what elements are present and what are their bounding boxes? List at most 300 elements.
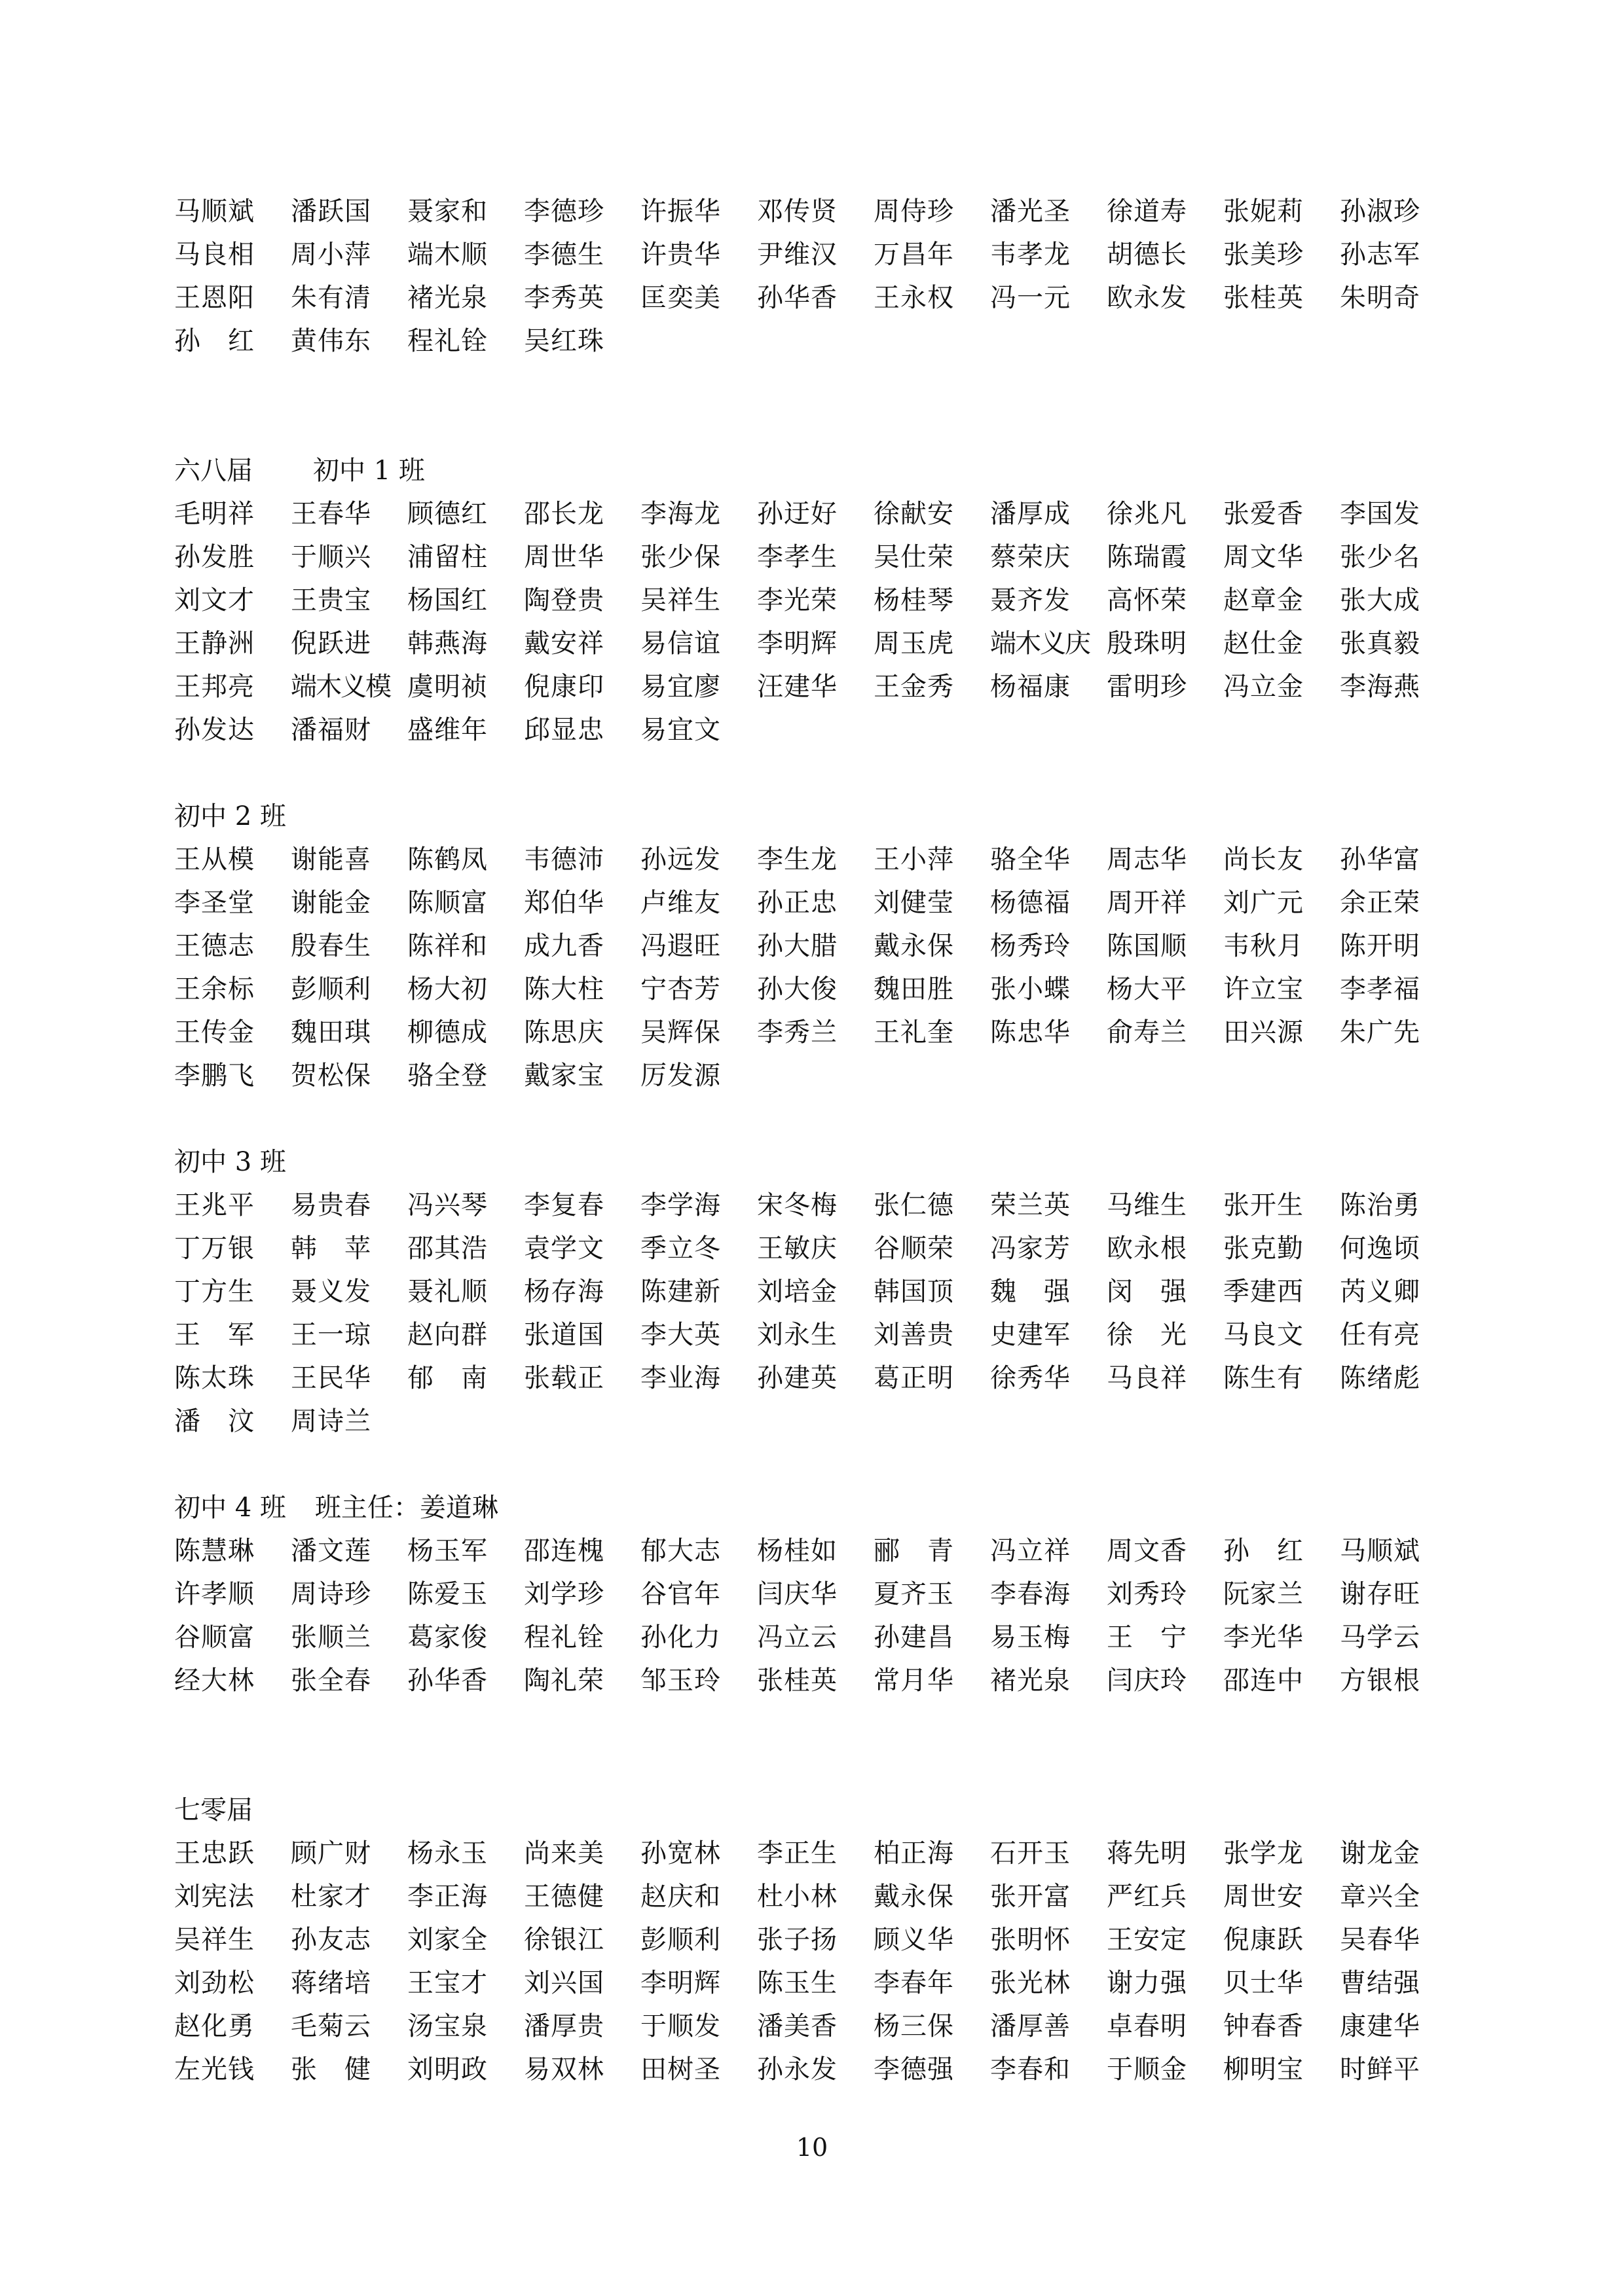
student-name: 高怀荣 xyxy=(1107,585,1187,615)
student-name: 丁方生 xyxy=(174,1277,255,1307)
student-name: 孙志军 xyxy=(1340,240,1420,270)
student-name: 杨国红 xyxy=(407,585,488,615)
name-row xyxy=(174,1832,1471,1875)
student-name: 于顺发 xyxy=(640,2011,721,2041)
student-name: 冯立云 xyxy=(757,1622,838,1652)
page-number: 10 xyxy=(796,2133,828,2162)
student-name: 马良相 xyxy=(174,240,255,270)
student-name: 尹维汉 xyxy=(757,240,838,270)
student-name: 戴安祥 xyxy=(524,629,604,659)
section-class2 xyxy=(174,838,1471,1097)
student-name: 吴辉保 xyxy=(640,1017,721,1048)
student-name: 聂义发 xyxy=(291,1277,371,1307)
student-name: 李正海 xyxy=(407,1882,488,1912)
student-name: 冯家芳 xyxy=(990,1233,1071,1264)
student-name: 王贵宝 xyxy=(291,585,371,615)
student-name: 葛正明 xyxy=(874,1363,954,1393)
student-name: 顾德红 xyxy=(407,499,488,529)
student-name: 康建华 xyxy=(1340,2011,1420,2041)
student-name: 赵化勇 xyxy=(174,2011,255,2041)
student-name: 盛维年 xyxy=(407,715,488,745)
student-name: 匡奕美 xyxy=(640,283,721,313)
student-name: 端木义庆 xyxy=(990,629,1090,659)
student-name: 刘广元 xyxy=(1223,888,1304,918)
student-name: 李正生 xyxy=(757,1838,838,1868)
student-name: 朱广先 xyxy=(1340,1017,1420,1048)
student-name: 杨三保 xyxy=(874,2011,954,2041)
name-row xyxy=(174,1270,1471,1313)
student-name: 聂礼顺 xyxy=(407,1277,488,1307)
student-name: 孙 红 xyxy=(1223,1536,1304,1566)
student-name: 李春年 xyxy=(874,1968,954,1998)
student-name: 张子扬 xyxy=(757,1925,838,1955)
section-gap xyxy=(174,1097,1471,1140)
student-name: 马学云 xyxy=(1340,1622,1420,1652)
student-name: 夏齐玉 xyxy=(874,1579,954,1609)
student-name: 刘培金 xyxy=(757,1277,838,1307)
name-row xyxy=(174,1184,1471,1227)
student-name: 刘秀玲 xyxy=(1107,1579,1187,1609)
student-name: 刘永生 xyxy=(757,1320,838,1350)
student-name: 郦 青 xyxy=(874,1536,954,1566)
student-name: 冯遐旺 xyxy=(640,931,721,961)
student-name: 王礼奎 xyxy=(874,1017,954,1048)
student-name: 聂齐发 xyxy=(990,585,1071,615)
student-name: 李明辉 xyxy=(757,629,838,659)
student-name: 张少保 xyxy=(640,542,721,572)
student-name: 顾义华 xyxy=(874,1925,954,1955)
student-name: 许贵华 xyxy=(640,240,721,270)
student-name: 张学龙 xyxy=(1223,1838,1304,1868)
student-name: 易贵春 xyxy=(291,1190,371,1220)
student-name: 王德健 xyxy=(524,1882,604,1912)
student-name: 袁学文 xyxy=(524,1233,604,1264)
student-name: 吴祥生 xyxy=(640,585,721,615)
student-name: 褚光泉 xyxy=(407,283,488,313)
student-name: 褚光泉 xyxy=(990,1666,1071,1696)
student-name: 徐兆凡 xyxy=(1107,499,1187,529)
student-name: 吴红珠 xyxy=(524,326,604,356)
teacher-label: 班主任：姜道琳 xyxy=(314,1493,498,1523)
student-name: 孙大俊 xyxy=(757,974,838,1004)
name-row xyxy=(174,1573,1471,1616)
student-name: 柳明宝 xyxy=(1223,2054,1304,2085)
student-name: 张顺兰 xyxy=(291,1622,371,1652)
student-name: 宋冬梅 xyxy=(757,1190,838,1220)
student-name: 周世安 xyxy=(1223,1882,1304,1912)
student-name: 张道国 xyxy=(524,1320,604,1350)
student-name: 李鹏飞 xyxy=(174,1061,255,1091)
name-row xyxy=(174,1400,1471,1443)
student-name: 经大林 xyxy=(174,1666,255,1696)
student-name: 陈建新 xyxy=(640,1277,721,1307)
student-name: 汤宝泉 xyxy=(407,2011,488,2041)
student-name: 易双林 xyxy=(524,2054,604,2085)
student-name: 陈祥和 xyxy=(407,931,488,961)
student-name: 王忠跃 xyxy=(174,1838,255,1868)
student-name: 李明辉 xyxy=(640,1968,721,1998)
name-row xyxy=(174,536,1471,579)
student-name: 张载正 xyxy=(524,1363,604,1393)
name-row xyxy=(174,838,1471,881)
student-name: 李复春 xyxy=(524,1190,604,1220)
student-name: 李光荣 xyxy=(757,585,838,615)
student-name: 陈鹤凤 xyxy=(407,845,488,875)
student-name: 谷顺富 xyxy=(174,1622,255,1652)
student-name: 潘光圣 xyxy=(990,196,1071,227)
section-heading xyxy=(174,1486,1471,1529)
student-name: 潘厚成 xyxy=(990,499,1071,529)
student-name: 季立冬 xyxy=(640,1233,721,1264)
student-name: 陈大柱 xyxy=(524,974,604,1004)
student-name: 刘明政 xyxy=(407,2054,488,2085)
student-name: 赵仕金 xyxy=(1223,629,1304,659)
student-name: 孙化力 xyxy=(640,1622,721,1652)
student-name: 万昌年 xyxy=(874,240,954,270)
student-name: 贝士华 xyxy=(1223,1968,1304,1998)
student-name: 李德珍 xyxy=(524,196,604,227)
student-name: 孙华富 xyxy=(1340,845,1420,875)
class-label: 初中 2 班 xyxy=(174,801,286,831)
name-row xyxy=(174,1616,1471,1659)
student-name: 马顺斌 xyxy=(174,196,255,227)
student-name: 何逸顷 xyxy=(1340,1233,1420,1264)
section-class4 xyxy=(174,1529,1471,1702)
student-name: 谢力强 xyxy=(1107,1968,1187,1998)
student-name: 厉发源 xyxy=(640,1061,721,1091)
student-name: 魏田胜 xyxy=(874,974,954,1004)
student-name: 毛明祥 xyxy=(174,499,255,529)
student-name: 张开富 xyxy=(990,1882,1071,1912)
student-name: 刘善贵 xyxy=(874,1320,954,1350)
student-name: 王从模 xyxy=(174,845,255,875)
student-name: 李海龙 xyxy=(640,499,721,529)
student-name: 宁杏芳 xyxy=(640,974,721,1004)
student-name: 陈慧琳 xyxy=(174,1536,255,1566)
student-name: 周玉虎 xyxy=(874,629,954,659)
student-name: 易宜廖 xyxy=(640,672,721,702)
student-name: 史建军 xyxy=(990,1320,1071,1350)
student-name: 严红兵 xyxy=(1107,1882,1187,1912)
section-gap xyxy=(174,363,1471,449)
student-name: 倪跃进 xyxy=(291,629,371,659)
class-label: 初中 3 班 xyxy=(174,1147,286,1177)
student-name: 孙迂好 xyxy=(757,499,838,529)
student-name: 王恩阳 xyxy=(174,283,255,313)
student-name: 张光林 xyxy=(990,1968,1071,1998)
student-name: 陈绪彪 xyxy=(1340,1363,1420,1393)
student-name: 李大英 xyxy=(640,1320,721,1350)
student-name: 方银根 xyxy=(1340,1666,1420,1696)
student-name: 余正荣 xyxy=(1340,888,1420,918)
student-name: 常月华 xyxy=(874,1666,954,1696)
section-heading xyxy=(174,449,1471,492)
student-name: 周文华 xyxy=(1223,542,1304,572)
student-name: 马顺斌 xyxy=(1340,1536,1420,1566)
student-name: 杨福康 xyxy=(990,672,1071,702)
student-name: 王小萍 xyxy=(874,845,954,875)
student-name: 蒋绪培 xyxy=(291,1968,371,1998)
student-name: 韦秋月 xyxy=(1223,931,1304,961)
student-name: 闵 强 xyxy=(1107,1277,1187,1307)
student-name: 章兴全 xyxy=(1340,1882,1420,1912)
student-name: 张少名 xyxy=(1340,542,1420,572)
student-name: 徐 光 xyxy=(1107,1320,1187,1350)
student-name: 周小萍 xyxy=(291,240,371,270)
student-name: 徐献安 xyxy=(874,499,954,529)
student-name: 王敏庆 xyxy=(757,1233,838,1264)
student-name: 张全春 xyxy=(291,1666,371,1696)
name-row xyxy=(174,1529,1471,1573)
student-name: 冯兴琴 xyxy=(407,1190,488,1220)
student-name: 时鲜平 xyxy=(1340,2054,1420,2085)
name-row xyxy=(174,1313,1471,1357)
student-name: 俞寿兰 xyxy=(1107,1017,1187,1048)
grade-label: 七零届 xyxy=(174,1795,253,1825)
student-name: 周志华 xyxy=(1107,845,1187,875)
section-gap xyxy=(174,1443,1471,1486)
student-name: 孙淑珍 xyxy=(1340,196,1420,227)
student-name: 徐秀华 xyxy=(990,1363,1071,1393)
student-name: 易玉梅 xyxy=(990,1622,1071,1652)
student-name: 赵庆和 xyxy=(640,1882,721,1912)
student-name: 王邦亮 xyxy=(174,672,255,702)
student-name: 冯立金 xyxy=(1223,672,1304,702)
student-name: 谢能金 xyxy=(291,888,371,918)
student-name: 蒋先明 xyxy=(1107,1838,1187,1868)
student-name: 杨大平 xyxy=(1107,974,1187,1004)
student-name: 陈爱玉 xyxy=(407,1579,488,1609)
student-name: 戴家宝 xyxy=(524,1061,604,1091)
student-name: 杨桂琴 xyxy=(874,585,954,615)
name-row xyxy=(174,492,1471,536)
student-name: 黄伟东 xyxy=(291,326,371,356)
student-name: 韩国顶 xyxy=(874,1277,954,1307)
student-name: 邵连槐 xyxy=(524,1536,604,1566)
student-name: 顾广财 xyxy=(291,1838,371,1868)
section-intro xyxy=(174,190,1471,363)
student-name: 田兴源 xyxy=(1223,1017,1304,1048)
student-name: 张开生 xyxy=(1223,1190,1304,1220)
student-name: 虞明祯 xyxy=(407,672,488,702)
student-name: 周诗兰 xyxy=(291,1406,371,1436)
name-row xyxy=(174,1011,1471,1054)
student-name: 易信谊 xyxy=(640,629,721,659)
student-name: 冯立祥 xyxy=(990,1536,1071,1566)
student-name: 周开祥 xyxy=(1107,888,1187,918)
student-name: 刘学珍 xyxy=(524,1579,604,1609)
student-name: 李秀兰 xyxy=(757,1017,838,1048)
student-name: 杜小林 xyxy=(757,1882,838,1912)
section-heading xyxy=(174,1140,1471,1184)
student-name: 孙友志 xyxy=(291,1925,371,1955)
student-name: 潘跃国 xyxy=(291,196,371,227)
student-name: 倪康跃 xyxy=(1223,1925,1304,1955)
student-name: 王宝才 xyxy=(407,1968,488,1998)
name-row xyxy=(174,665,1471,708)
section-grade70 xyxy=(174,1832,1471,2091)
student-name: 潘厚贵 xyxy=(524,2011,604,2041)
student-name: 彭顺利 xyxy=(291,974,371,1004)
student-name: 吴仕荣 xyxy=(874,542,954,572)
student-name: 朱有清 xyxy=(291,283,371,313)
student-name: 徐道寿 xyxy=(1107,196,1187,227)
student-name: 谢存旺 xyxy=(1340,1579,1420,1609)
student-name: 王金秀 xyxy=(874,672,954,702)
student-name: 吴祥生 xyxy=(174,1925,255,1955)
student-name: 刘宪法 xyxy=(174,1882,255,1912)
class-label: 初中 4 班 xyxy=(174,1493,286,1523)
student-name: 杜家才 xyxy=(291,1882,371,1912)
student-name: 李孝生 xyxy=(757,542,838,572)
student-name: 韩 苹 xyxy=(291,1233,371,1264)
name-row xyxy=(174,276,1471,319)
name-row xyxy=(174,1054,1471,1097)
student-name: 孙宽林 xyxy=(640,1838,721,1868)
student-name: 冯一元 xyxy=(990,283,1071,313)
student-name: 潘福财 xyxy=(291,715,371,745)
name-row xyxy=(174,1961,1471,2005)
name-row xyxy=(174,2005,1471,2048)
student-name: 张美珍 xyxy=(1223,240,1304,270)
name-row xyxy=(174,190,1471,233)
student-name: 郑伯华 xyxy=(524,888,604,918)
student-name: 王静洲 xyxy=(174,629,255,659)
student-name: 孙华香 xyxy=(407,1666,488,1696)
student-name: 陈生有 xyxy=(1223,1363,1304,1393)
student-name: 陈忠华 xyxy=(990,1017,1071,1048)
student-name: 闫庆华 xyxy=(757,1579,838,1609)
student-name: 李国发 xyxy=(1340,499,1420,529)
student-name: 王传金 xyxy=(174,1017,255,1048)
student-name: 刘健莹 xyxy=(874,888,954,918)
student-name: 卓春明 xyxy=(1107,2011,1187,2041)
student-name: 韦德沛 xyxy=(524,845,604,875)
student-name: 杨德福 xyxy=(990,888,1071,918)
student-name: 卢维友 xyxy=(640,888,721,918)
student-name: 于顺金 xyxy=(1107,2054,1187,2085)
name-row xyxy=(174,881,1471,924)
student-name: 张真毅 xyxy=(1340,629,1420,659)
student-name: 李海燕 xyxy=(1340,672,1420,702)
student-name: 戴永保 xyxy=(874,1882,954,1912)
student-name: 杨存海 xyxy=(524,1277,604,1307)
student-name: 李孝福 xyxy=(1340,974,1420,1004)
student-name: 邵其浩 xyxy=(407,1233,488,1264)
student-name: 闫庆玲 xyxy=(1107,1666,1187,1696)
name-row xyxy=(174,708,1471,752)
section-gap xyxy=(174,752,1471,795)
student-name: 王永权 xyxy=(874,283,954,313)
student-name: 张仁德 xyxy=(874,1190,954,1220)
grade-label: 六八届 xyxy=(174,456,253,486)
student-name: 张大成 xyxy=(1340,585,1420,615)
student-name: 柏正海 xyxy=(874,1838,954,1868)
student-name: 杨秀玲 xyxy=(990,931,1071,961)
student-name: 徐银江 xyxy=(524,1925,604,1955)
student-name: 欧永根 xyxy=(1107,1233,1187,1264)
class-label: 初中 1 班 xyxy=(313,456,425,486)
section-heading xyxy=(174,795,1471,838)
student-name: 潘 汶 xyxy=(174,1406,255,1436)
student-name: 骆全登 xyxy=(407,1061,488,1091)
section-heading xyxy=(174,1789,1471,1832)
student-name: 田树圣 xyxy=(640,2054,721,2085)
student-name: 柳德成 xyxy=(407,1017,488,1048)
student-name: 潘厚善 xyxy=(990,2011,1071,2041)
student-name: 张桂英 xyxy=(757,1666,838,1696)
student-name: 李秀英 xyxy=(524,283,604,313)
document-page xyxy=(174,190,1471,2091)
student-name: 孙正忠 xyxy=(757,888,838,918)
student-name: 谷顺荣 xyxy=(874,1233,954,1264)
student-name: 魏 强 xyxy=(990,1277,1071,1307)
student-name: 魏田琪 xyxy=(291,1017,371,1048)
student-name: 陶礼荣 xyxy=(524,1666,604,1696)
student-name: 马维生 xyxy=(1107,1190,1187,1220)
student-name: 张小蝶 xyxy=(990,974,1071,1004)
student-name: 陶登贵 xyxy=(524,585,604,615)
name-row xyxy=(174,1659,1471,1702)
student-name: 王安定 xyxy=(1107,1925,1187,1955)
student-name: 王民华 xyxy=(291,1363,371,1393)
student-name: 张明怀 xyxy=(990,1925,1071,1955)
name-row xyxy=(174,1357,1471,1400)
name-row xyxy=(174,622,1471,665)
student-name: 陈玉生 xyxy=(757,1968,838,1998)
student-name: 张 健 xyxy=(291,2054,371,2085)
student-name: 蔡荣庆 xyxy=(990,542,1071,572)
name-row xyxy=(174,319,1471,363)
student-name: 陈开明 xyxy=(1340,931,1420,961)
section-class3 xyxy=(174,1184,1471,1443)
student-name: 倪康印 xyxy=(524,672,604,702)
student-name: 尚来美 xyxy=(524,1838,604,1868)
student-name: 周诗珍 xyxy=(291,1579,371,1609)
student-name: 潘文莲 xyxy=(291,1536,371,1566)
student-name: 郁大志 xyxy=(640,1536,721,1566)
student-name: 孙 红 xyxy=(174,326,255,356)
student-name: 葛家俊 xyxy=(407,1622,488,1652)
student-name: 李德生 xyxy=(524,240,604,270)
student-name: 王春华 xyxy=(291,499,371,529)
student-name: 石开玉 xyxy=(990,1838,1071,1868)
student-name: 聂家和 xyxy=(407,196,488,227)
student-name: 王余标 xyxy=(174,974,255,1004)
student-name: 戴永保 xyxy=(874,931,954,961)
student-name: 孙永发 xyxy=(757,2054,838,2085)
student-name: 赵章金 xyxy=(1223,585,1304,615)
student-name: 汪建华 xyxy=(757,672,838,702)
student-name: 刘劲松 xyxy=(174,1968,255,1998)
student-name: 孙远发 xyxy=(640,845,721,875)
student-name: 陈思庆 xyxy=(524,1017,604,1048)
student-name: 丁万银 xyxy=(174,1233,255,1264)
student-name: 陈治勇 xyxy=(1340,1190,1420,1220)
student-name: 周文香 xyxy=(1107,1536,1187,1566)
student-name: 浦留柱 xyxy=(407,542,488,572)
name-row xyxy=(174,924,1471,968)
student-name: 杨玉军 xyxy=(407,1536,488,1566)
student-name: 张爱香 xyxy=(1223,499,1304,529)
student-name: 许振华 xyxy=(640,196,721,227)
student-name: 潘美香 xyxy=(757,2011,838,2041)
student-name: 孙建英 xyxy=(757,1363,838,1393)
student-name: 张桂英 xyxy=(1223,283,1304,313)
student-name: 李春和 xyxy=(990,2054,1071,2085)
student-name: 李光华 xyxy=(1223,1622,1304,1652)
student-name: 孙发胜 xyxy=(174,542,255,572)
